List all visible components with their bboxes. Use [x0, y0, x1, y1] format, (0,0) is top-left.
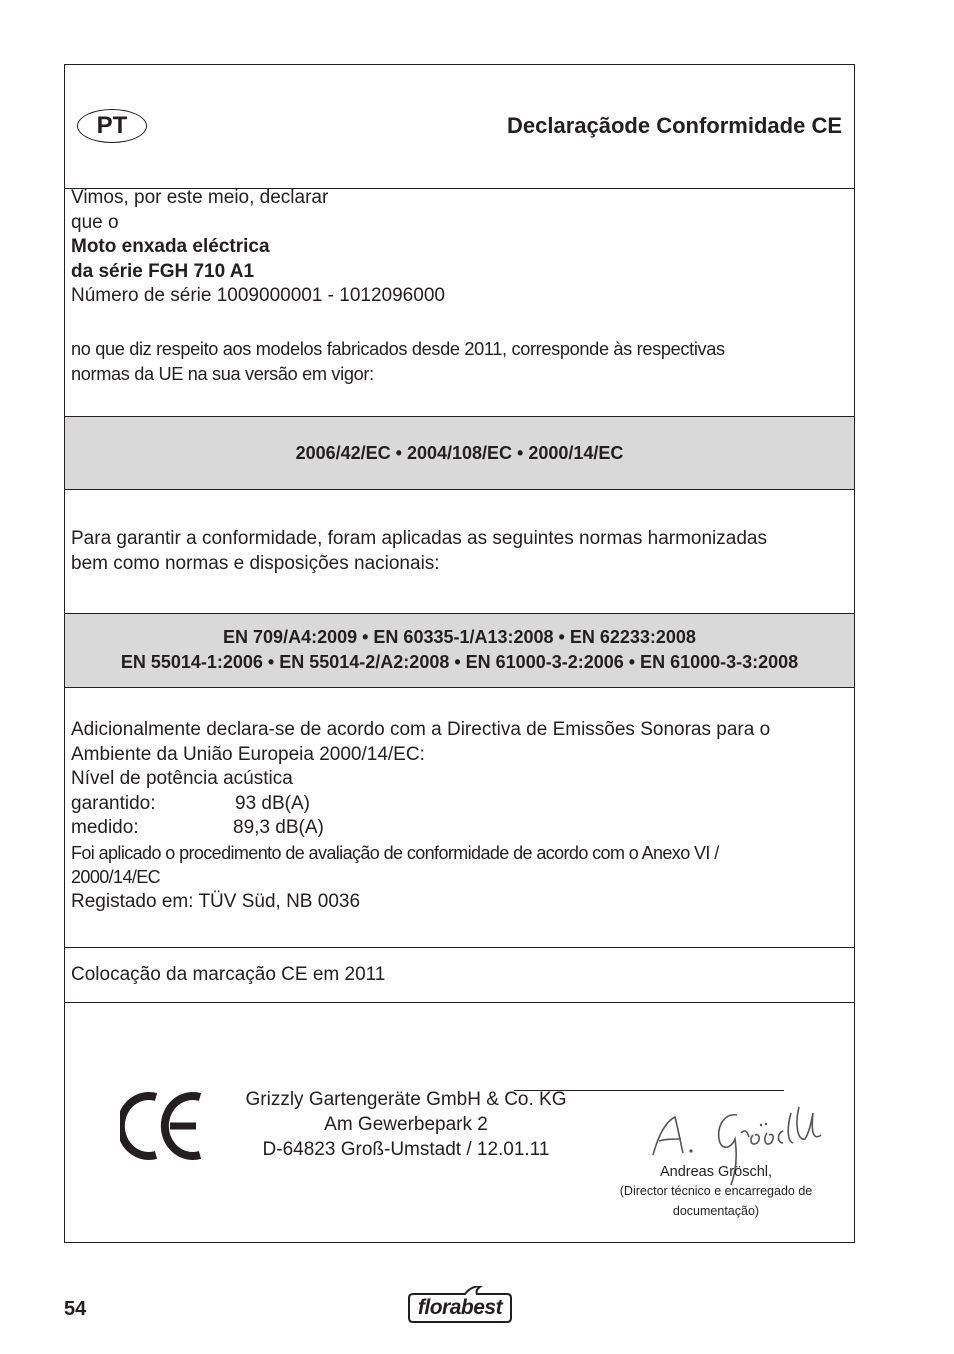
standards-line-2: EN 55014-1:2006 • EN 55014-2/A2:2008 • EN 61000-3-2:2006 • EN 61000-3-3:2008 — [120, 652, 799, 672]
intro-line-2: que o — [71, 211, 119, 233]
registration: Registado em: TÜV Süd, NB 0036 — [71, 890, 361, 912]
harmonized-line-1: Para garantir a conformidade, foram aplicadas as seguintes normas harmonizadas — [71, 528, 767, 549]
standards-section — [65, 613, 854, 688]
directives-section — [65, 416, 854, 489]
declaration-frame — [64, 64, 855, 1243]
signatory-block — [582, 1162, 850, 1221]
intro-line-1: Vimos, por este meio, declarar — [71, 187, 329, 208]
noise-section — [65, 688, 854, 947]
statement-text — [71, 337, 725, 386]
page-number: 54 — [64, 1298, 87, 1320]
signatory-role-line-2: documentação — [672, 1204, 755, 1218]
procedure-line-1: Foi aplicado o procedimento de avaliação de conformidade de acordo com o Anexo VI / — [71, 842, 719, 863]
company-name: Grizzly Gartengeräte GmbH & Co. KG — [245, 1089, 567, 1110]
procedure-line-2: 2000/14/EC — [71, 867, 161, 887]
serial-number: Número de série 1009000001 - 1012096000 — [71, 285, 445, 306]
harmonized-text — [71, 527, 767, 576]
guaranteed-label: garantido: — [71, 792, 156, 814]
standards-list — [65, 625, 854, 675]
company-street: Am Gewerbepark 2 — [324, 1114, 488, 1135]
brand-name: florabest — [417, 1296, 503, 1319]
ce-mark-logo — [120, 1089, 206, 1163]
noise-line-1: Adicionalmente declara-se de acordo com a Directiva de Emissões Sonoras para o — [71, 719, 771, 740]
signatory-role-line-1: Director técnico e encarregado de — [623, 1184, 813, 1198]
signatory-role-2: documentação) — [672, 1204, 760, 1218]
guaranteed-row — [71, 792, 841, 817]
company-city-date: D-64823 Groß-Umstadt / 12.01.11 — [262, 1139, 550, 1160]
ce-marking-section — [65, 947, 854, 1002]
company-address — [225, 1087, 587, 1162]
signatory-name: Andreas Gröschl, — [659, 1164, 773, 1180]
standards-line-1: EN 709/A4:2009 • EN 60335-1/A13:2008 • EN 62233:2008 — [223, 627, 696, 647]
harmonized-section — [65, 489, 854, 613]
ce-marking-text: Colocação da marcação CE em 2011 — [71, 964, 386, 985]
product-name: Moto enxada eléctrica — [71, 236, 270, 257]
measured-row — [71, 816, 841, 841]
statement-line-1: no que diz respeito aos modelos fabricados desde 2011, corresponde às respectivas — [71, 339, 725, 359]
florabest-logo — [405, 1286, 515, 1324]
noise-line-2: Ambiente da União Europeia 2000/14/EC: — [71, 743, 425, 765]
noise-text — [71, 718, 841, 914]
signature-line — [514, 1090, 784, 1091]
harmonized-line-2: bem como normas e disposições nacionais: — [71, 552, 440, 574]
noise-line-3: Nível de potência acústica — [71, 768, 293, 789]
directives-list: 2006/42/EC • 2004/108/EC • 2000/14/EC — [295, 443, 624, 463]
signatory-role: (Director técnico e encarregado de — [619, 1184, 813, 1198]
guaranteed-value: 93 dB(A) — [235, 792, 310, 814]
product-series: da série FGH 710 A1 — [71, 260, 255, 282]
intro-text — [71, 186, 445, 309]
measured-value: 89,3 dB(A) — [233, 817, 324, 838]
statement-line-2: normas da UE na sua versão em vigor: — [71, 363, 374, 384]
intro-section — [65, 188, 854, 416]
measured-label: medido: — [71, 817, 139, 838]
page-title: Declaraçãode Conformidade CE — [507, 113, 842, 138]
language-badge: PT — [77, 109, 147, 143]
